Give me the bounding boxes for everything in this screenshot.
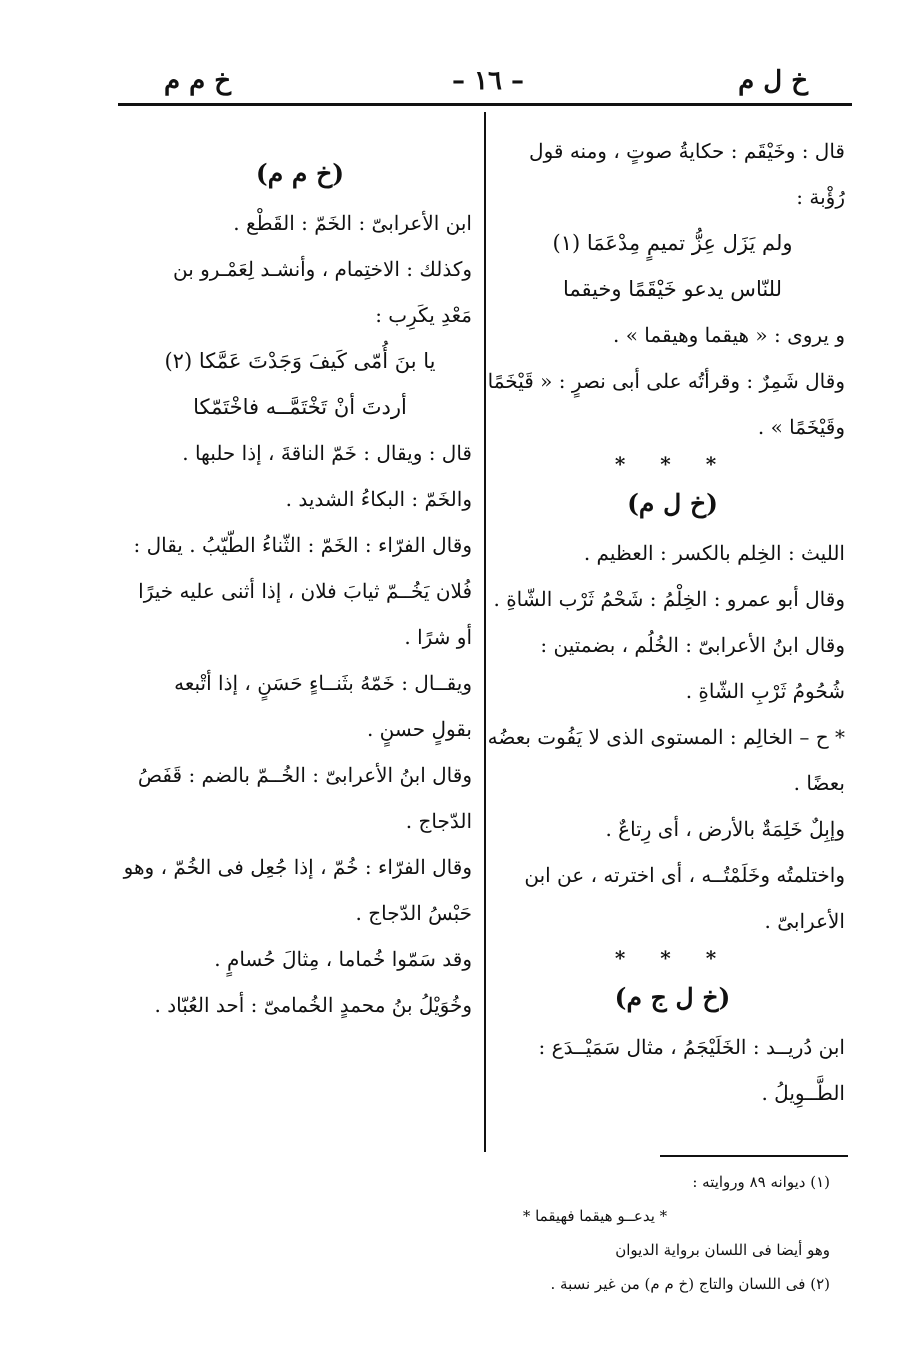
text-line: بعضًا . — [793, 771, 845, 795]
text-line: رُؤْبة : — [796, 185, 845, 209]
footnote-rule — [660, 1155, 848, 1157]
verse-line: ولم يَزَل عِزُّ تميمٍ مِدْعَمَا (١) — [552, 231, 793, 255]
text-line: بقولٍ حسنٍ . — [366, 717, 472, 741]
left-column — [123, 148, 472, 1028]
section-separator: * * * — [614, 452, 731, 476]
header-rule — [118, 103, 852, 106]
text-line: قال : ويقال : خَمّ الناقةَ ، إذا حلبها . — [182, 441, 472, 465]
text-line: ابن دُريــد : الخَلَيْجَمُ ، مثال سَمَيْــدَع : — [538, 1035, 845, 1059]
text-line: مَعْدِ يكَرِب : — [375, 303, 472, 327]
text-line: و يروى : « هيقما وهيقما » . — [612, 323, 845, 347]
page-header — [118, 66, 852, 102]
text-line: الدّجاج . — [405, 809, 472, 833]
text-line: والخَمّ : البكاءُ الشديد . — [285, 487, 472, 511]
header-root-right: خ ل م — [738, 66, 808, 96]
text-line: وكذلك : الاختِمام ، وأنشـد لِعَمْـرو بن — [173, 257, 472, 281]
entry-heading: (خ ل ج م) — [614, 983, 731, 1012]
text-line: وقال الفرّاء : خُمّ ، إذا جُعِل فى الخُمّ ، وهو — [123, 855, 472, 879]
text-line: وقد سَمّوا خُماما ، مِثالَ حُسامٍ . — [214, 947, 472, 971]
text-line: وقال الفرّاء : الخَمّ : الثّناءُ الطّيّبُ . يقال : — [133, 533, 472, 557]
entry-heading: (خ ل م) — [627, 489, 718, 518]
text-line: ويقــال : خَمّهُ بثَنــاءٍ حَسَنٍ ، إذا أتْبعه — [174, 671, 472, 695]
text-line: ابن الأعرابىّ : الخَمّ : القَطْع . — [233, 211, 472, 235]
text-line: وقال شَمِرٌ : وقرأتُه على أبى نصرٍ : « قَيْخَمًا — [487, 369, 845, 393]
text-line: واختلمتُه وخَلَمْتُــه ، أى اخترته ، عن ابن — [524, 863, 845, 887]
text-line: الليث : الخِلم بالكسر : العظيم . — [583, 541, 845, 565]
text-line: الطَّــوِيلُ . — [761, 1081, 845, 1105]
text-line: وقال أبو عمرو : الخِلْمُ : شَحْمُ ثَرْب الشّاةِ . — [493, 587, 845, 611]
footnotes — [360, 1165, 830, 1301]
header-root-left: خ م م — [164, 66, 232, 96]
text-line: * ح – الخالِم : المستوى الذى لا يَفُوت بعضُه — [487, 725, 845, 749]
column-divider — [484, 112, 486, 1152]
text-line: وخُوَيْلُ بنُ محمدٍ الخُمامىّ : أحد العُبّاد . — [154, 993, 472, 1017]
text-line: وقال ابنُ الأعرابىّ : الخُلُم ، بضمتين : — [540, 633, 845, 657]
verse-line: يا بنَ أُمّى كَيفَ وَجَدْتَ عَمَّكا (٢) — [164, 349, 436, 373]
text-line: أو شرًا . — [404, 625, 472, 649]
footnote-1: (١) ديوانه ٨٩ وروايته : — [692, 1173, 830, 1191]
text-line: وقَيْخَمًا » . — [757, 415, 845, 439]
section-separator: * * * — [614, 946, 731, 970]
page-number: – ١٦ – — [451, 66, 525, 96]
text-line: حَبْسُ الدّجاج . — [355, 901, 472, 925]
text-line: قال : وخَيْقَم : حكايةُ صوتٍ ، ومنه قول — [529, 139, 845, 163]
text-line: وقال ابنُ الأعرابىّ : الخُــمّ بالضم : قَفَصُ — [137, 763, 472, 787]
verse-line: للنّاس يدعو خَيْقَمًا وخيقما — [562, 277, 783, 301]
verse-line: أردتَ أنْ تَخْتَمَّــه فاخْتَمّكا — [193, 395, 407, 419]
right-column — [487, 128, 845, 1116]
text-line: وإبِلٌ خَلِمَةٌ بالأرض ، أى رِتاعٌ . — [605, 817, 845, 841]
footnote-1-verse: * يدعــو هيقما فهيقما * — [522, 1207, 668, 1225]
footnote-2: (٢) فى اللسان والتاج (خ م م) من غير نسبة . — [550, 1275, 830, 1293]
text-line: فُلان يَخُــمّ ثيابَ فلان ، إذا أثنى عليه خيرًا — [138, 579, 472, 603]
entry-heading: (خ م م) — [255, 159, 345, 188]
footnote-1-remark: وهو أيضا فى اللسان برواية الديوان — [615, 1241, 830, 1259]
text-line: شُحُومُ ثَرْبِ الشّاةِ . — [685, 679, 845, 703]
text-line: الأعرابىّ . — [764, 909, 845, 933]
